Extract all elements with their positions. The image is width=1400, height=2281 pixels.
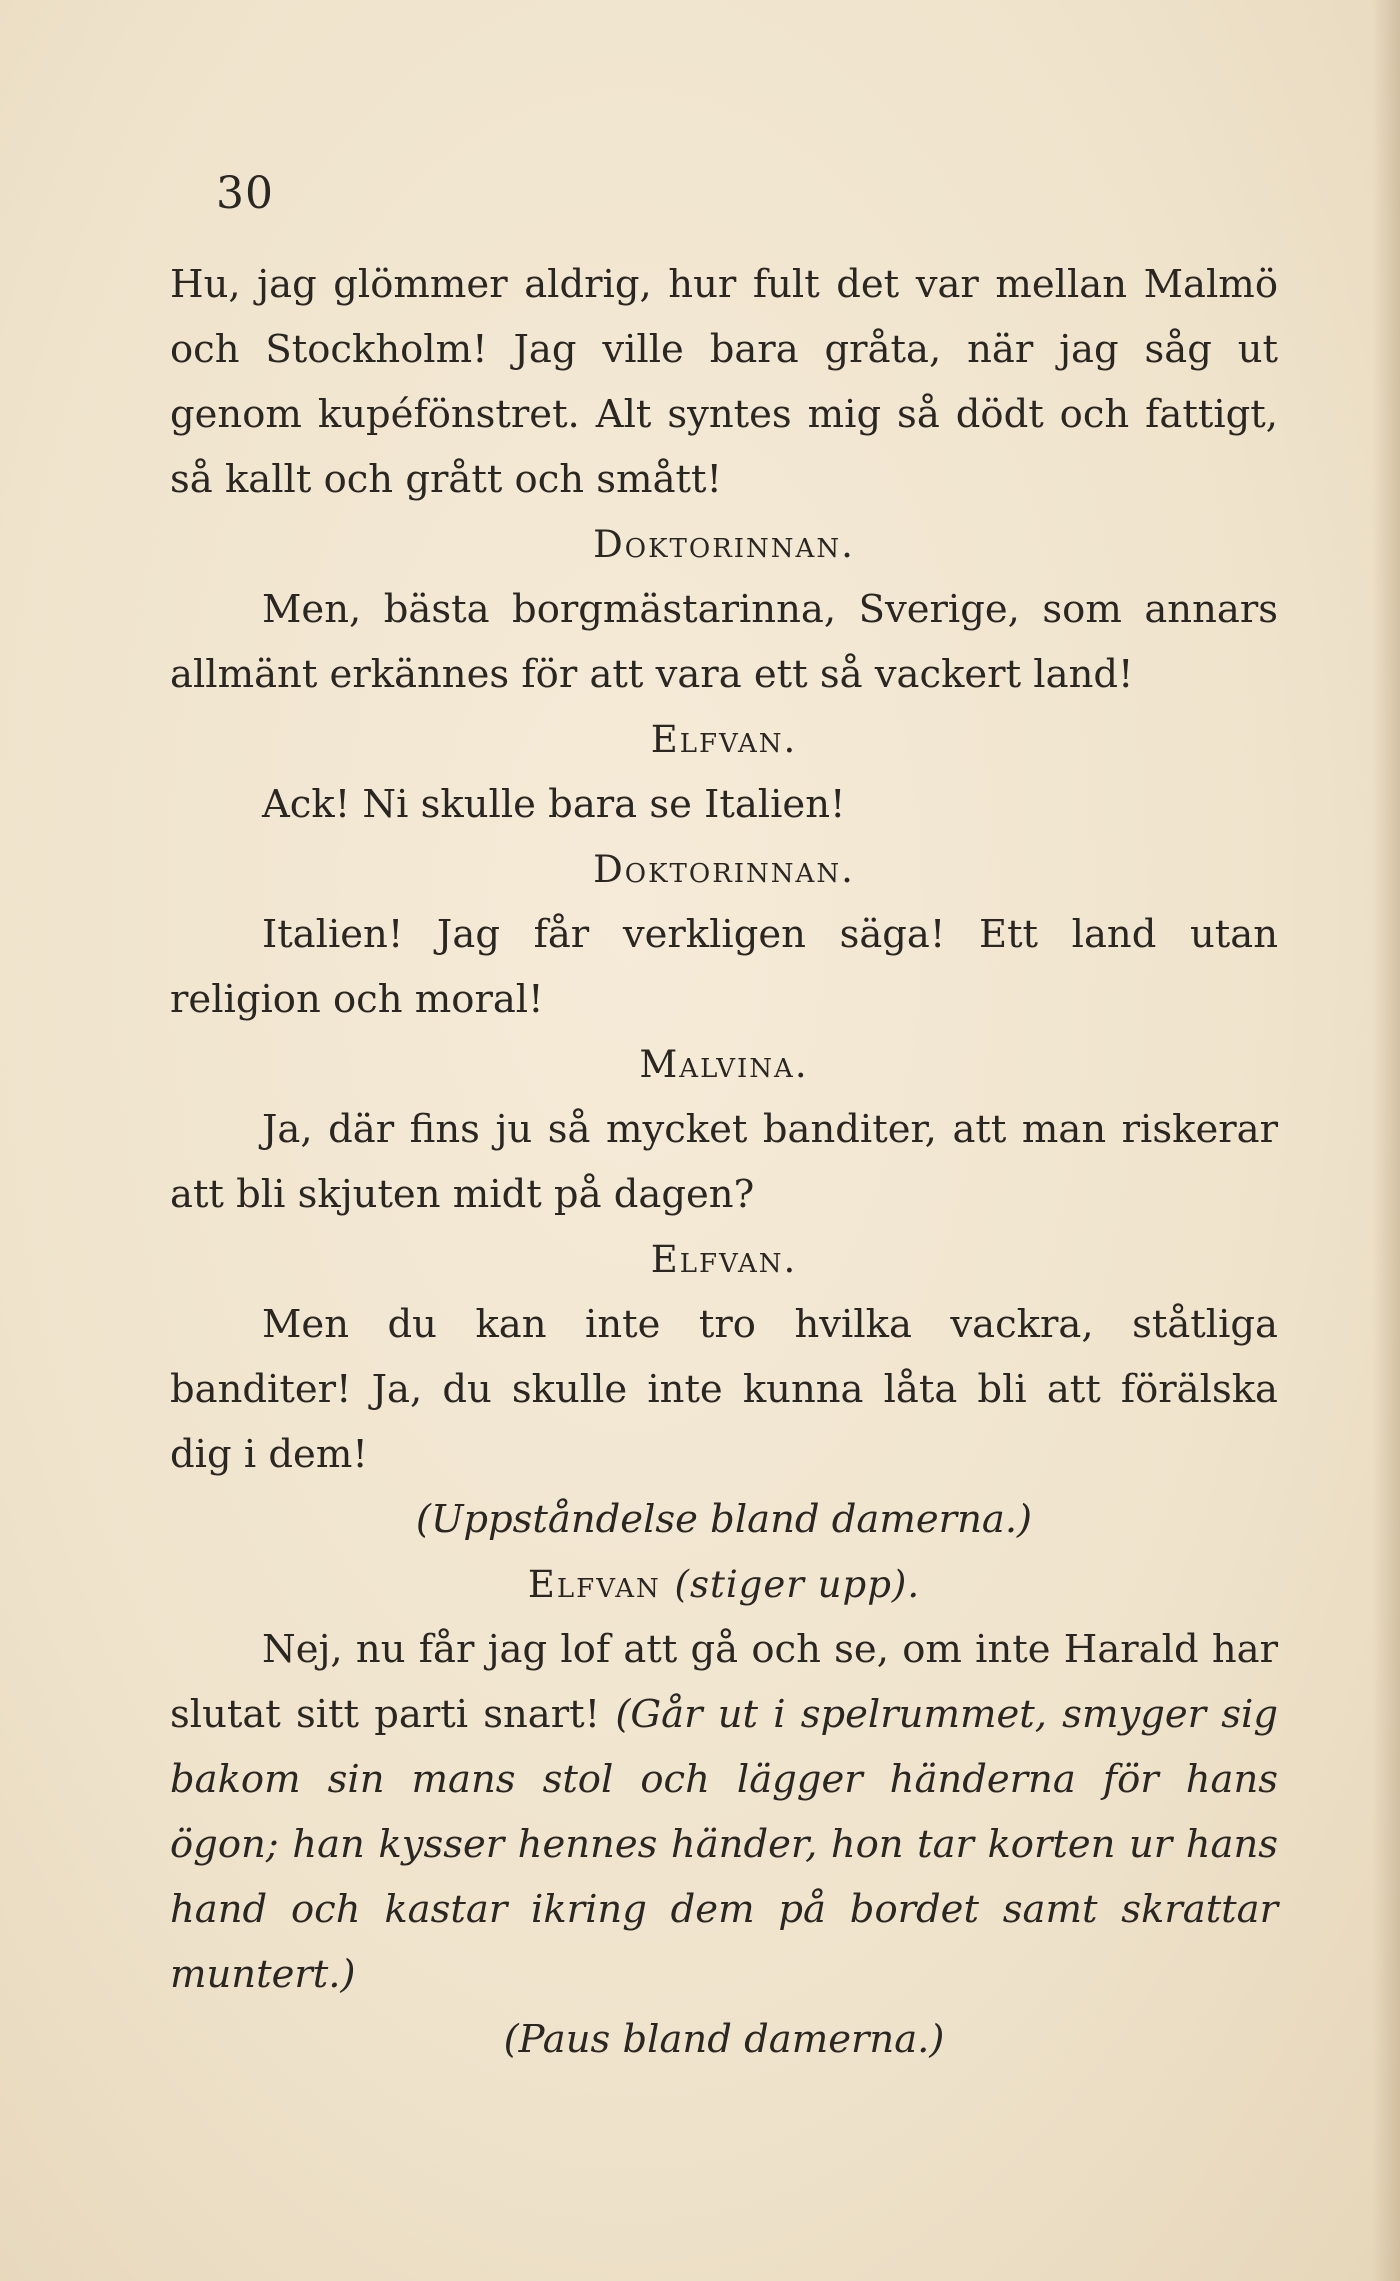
stage-direction: (Paus bland damerna.) — [503, 2017, 945, 2062]
speaker-elfvan: Elfvan. — [650, 718, 798, 761]
paragraph-7 — [170, 1617, 1278, 2007]
page-edge-shadow — [1372, 0, 1400, 2281]
page-number: 30 — [216, 168, 274, 219]
speaker-doktorinnan: Doktorinnan. — [593, 523, 855, 566]
paragraph-1: Hu, jag glömmer aldrig, hur fult det var mellan Malmö och Stockholm! Jag ville bara gråta, när jag såg ut genom kupéfönstret. Alt syntes mig så dödt och fattigt, så kallt och grått och smått! — [170, 262, 1278, 502]
page-text — [170, 252, 1278, 2072]
paragraph-7-text: Nej, nu får jag lof att gå och se, om inte Harald har slutat sitt parti snart! — [170, 1627, 1278, 1737]
speaker-direction: (stiger upp). — [674, 1563, 921, 1606]
stage-direction: (Uppståndelse bland damerna.) — [415, 1497, 1033, 1542]
paragraph-6: Men du kan inte tro hvilka vackra, ståtliga banditer! Ja, du skulle inte kunna låta bli att förälska dig i dem! — [170, 1302, 1278, 1477]
speaker-name: Elfvan — [527, 1563, 661, 1606]
inline-stage-direction: (Går ut i spelrummet, smyger sig bakom sin mans stol och lägger händerna för hans ögon; han kysser hennes händer, hon tar korten ur hans hand och kastar ikring dem på bordet samt skrattar muntert.) — [170, 1692, 1278, 1997]
paragraph-4: Italien! Jag får verkligen säga! Ett land utan religion och moral! — [170, 912, 1278, 1022]
speaker-elfvan-with-direction — [170, 1552, 1278, 1617]
paragraph-2: Men, bästa borgmästarinna, Sverige, som annars allmänt erkännes för att vara ett så vackert land! — [170, 587, 1278, 697]
speaker-elfvan: Elfvan. — [650, 1238, 798, 1281]
speaker-doktorinnan: Doktorinnan. — [593, 848, 855, 891]
paragraph-5: Ja, där fins ju så mycket banditer, att man riskerar att bli skjuten midt på dagen? — [170, 1107, 1278, 1217]
paragraph-3: Ack! Ni skulle bara se Italien! — [262, 782, 846, 827]
speaker-malvina: Malvina. — [639, 1043, 809, 1086]
